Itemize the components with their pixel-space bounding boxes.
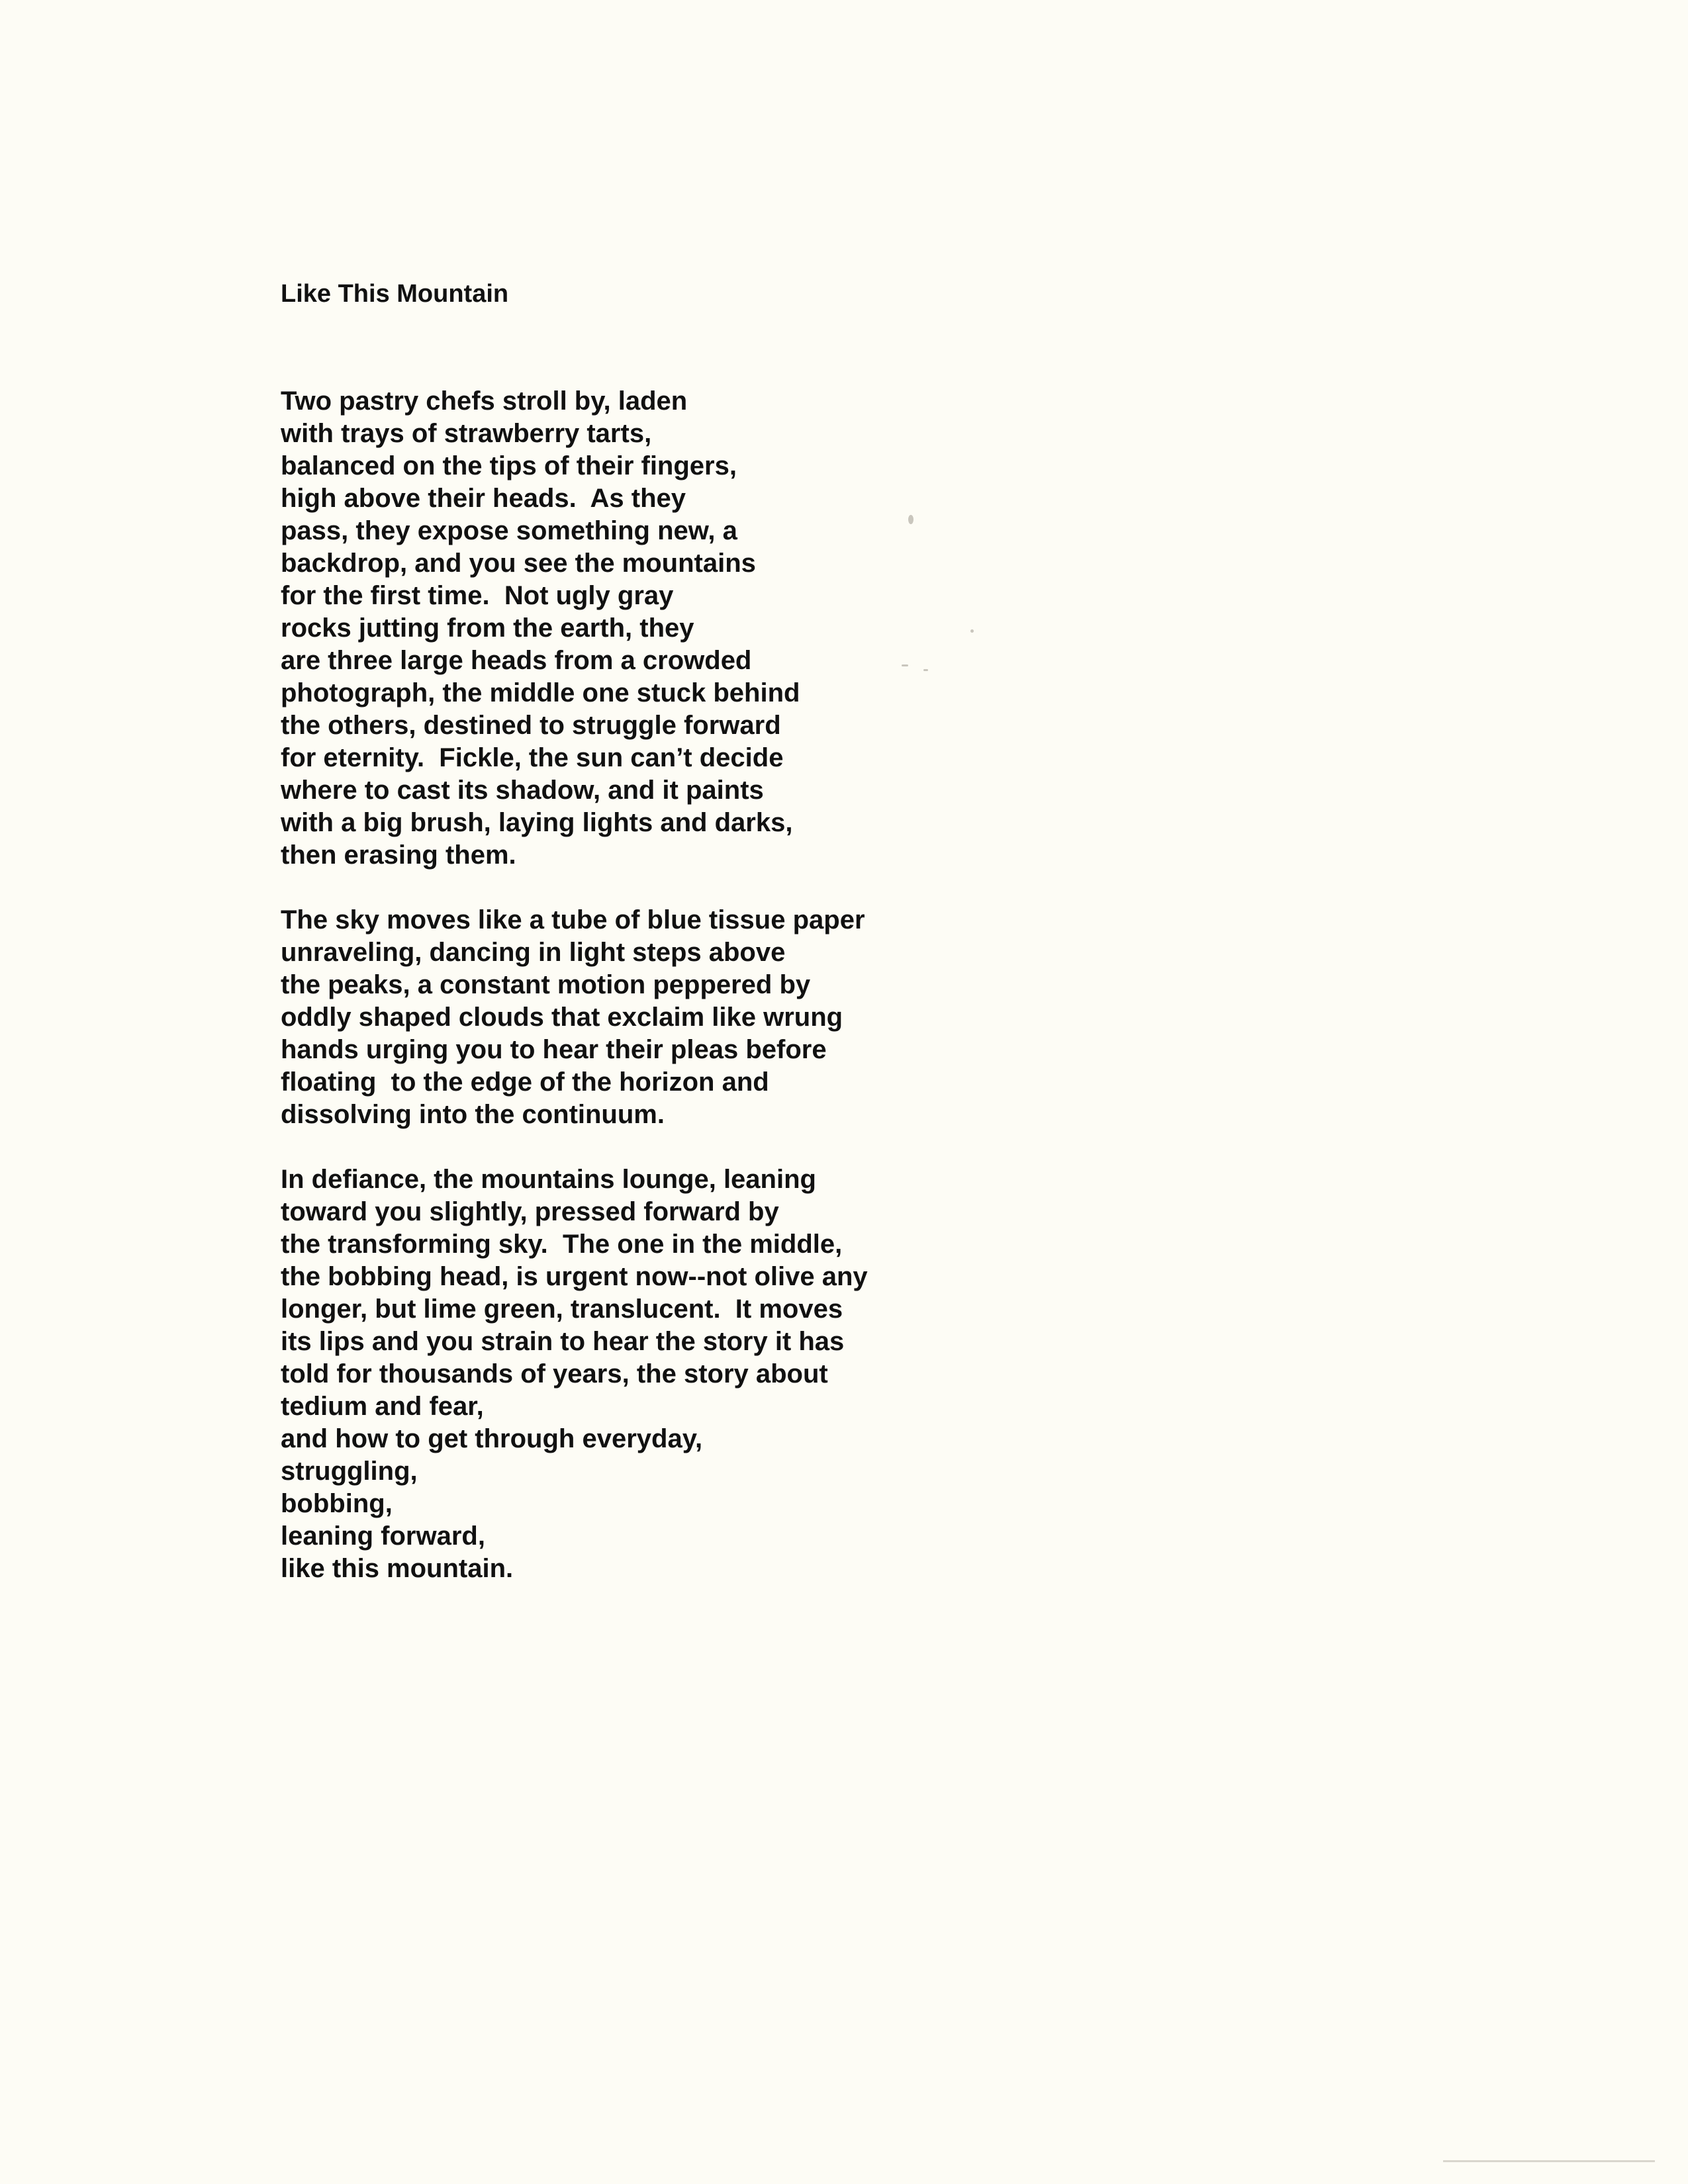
scan-speck — [902, 664, 908, 666]
scan-speck — [970, 629, 974, 633]
scan-speck — [923, 669, 928, 671]
poem-title: Like This Mountain — [281, 280, 509, 308]
poem-stanza-1: Two pastry chefs stroll by, laden with trays of strawberry tarts, balanced on the tips of their fingers, high above their heads. As they pass, they expose something new, a backdrop, and you see the mountains for the first time. Not ugly gray rocks jutting from the earth, they are three large heads from a crowded photograph, the middle one stuck behind the others, destined to struggle forward for eternity. Fickle, the sun can’t decide where to cast its shadow, and it paints with a big brush, laying lights and darks, then erasing them. — [281, 387, 800, 870]
poem — [281, 278, 1340, 1585]
poem-stanza-3: In defiance, the mountains lounge, leaning toward you slightly, pressed forward by the transforming sky. The one in the middle, the bobbing head, is urgent now--not olive any longer, but lime green, translucent. It moves its lips and you strain to hear the story it has told for thousands of years, the story about tedium and fear, and how to get through everyday, struggling, bobbing, leaning forward, like this mountain. — [281, 1165, 868, 1583]
scan-speck — [908, 515, 914, 524]
poem-stanza-2: The sky moves like a tube of blue tissue paper unraveling, dancing in light steps above the peaks, a constant motion peppered by oddly shaped clouds that exclaim like wrung hands urging you to hear their pleas before floating to the edge of the horizon and dissolving into the continuum. — [281, 905, 865, 1129]
scan-edge-mark — [1443, 2160, 1655, 2162]
